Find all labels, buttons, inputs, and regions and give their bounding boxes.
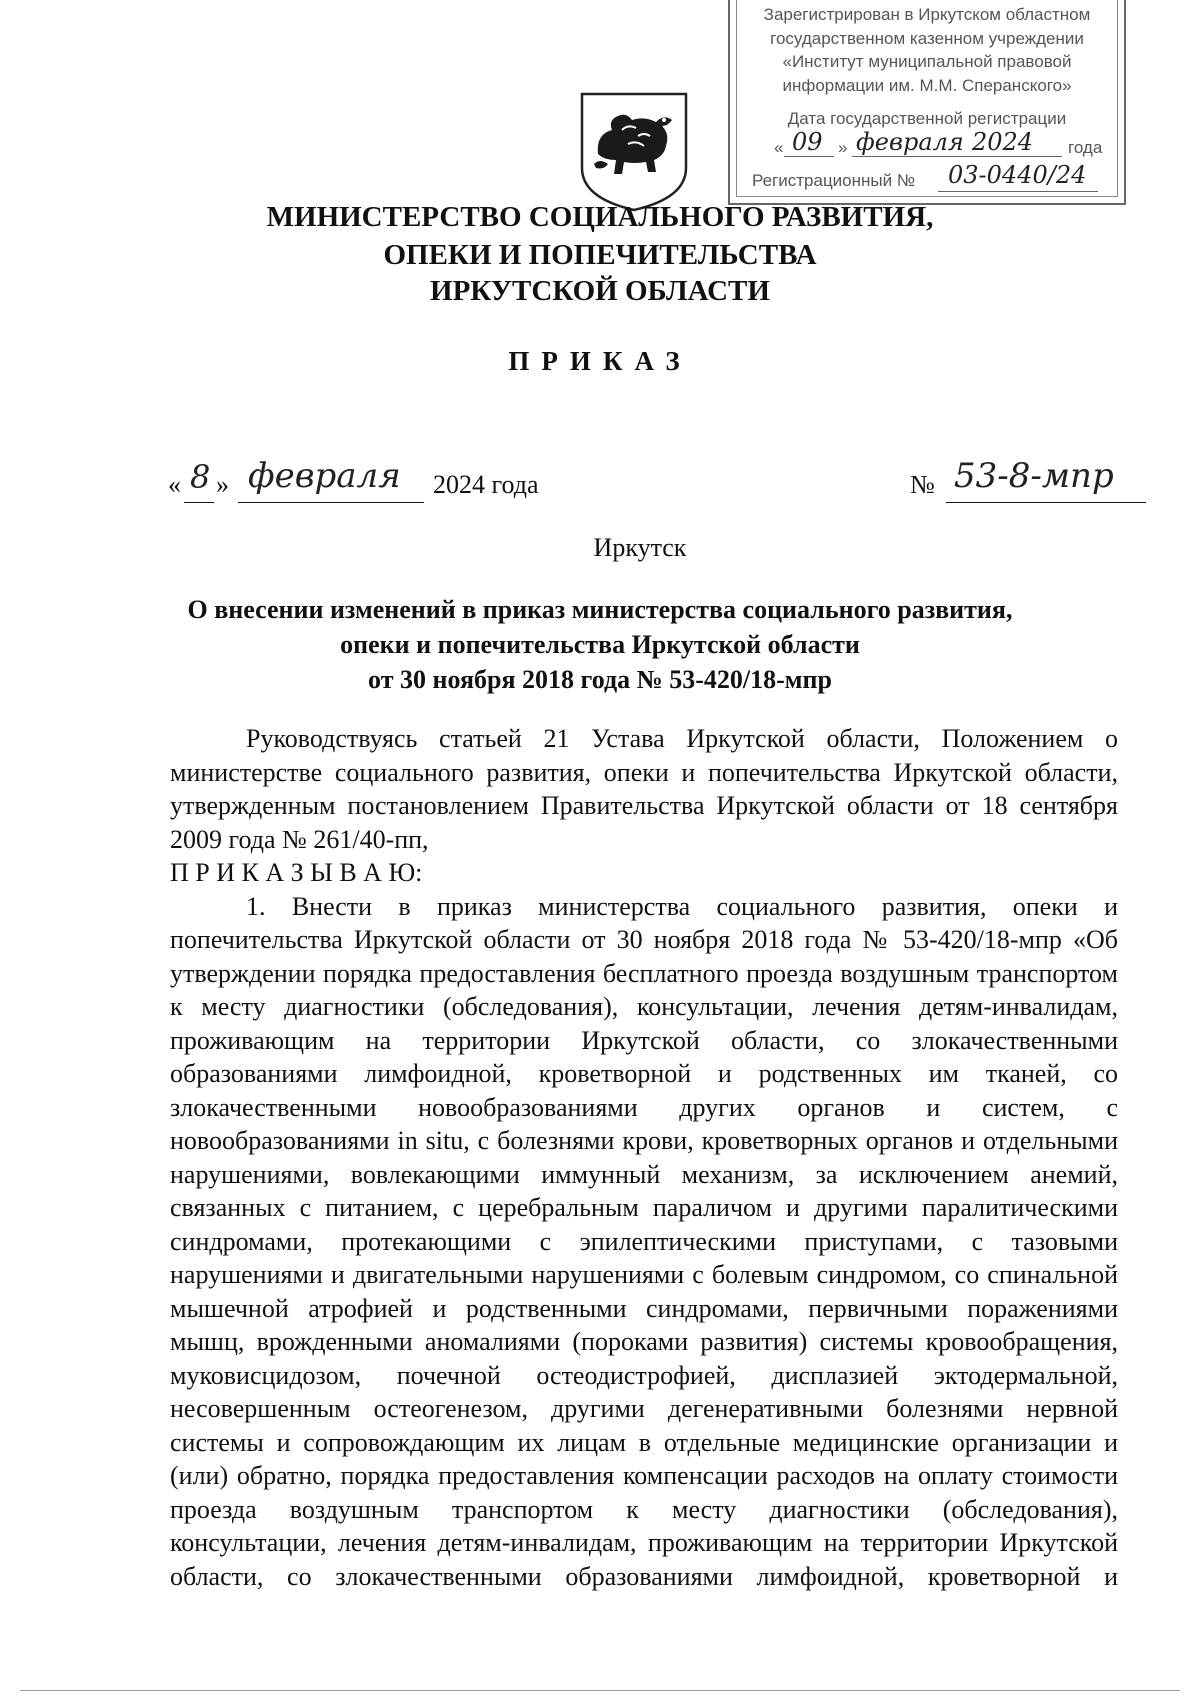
order-year: 2024 года [433, 470, 539, 499]
order-date [168, 456, 588, 502]
stamp-reg-label: Регистрационный № [752, 171, 916, 190]
ministry-heading-line-1: МИНИСТЕРСТВО СОЦИАЛЬНОГО РАЗВИТИЯ, [266, 201, 934, 233]
stamp-year: 2024 [972, 128, 1034, 156]
page-bottom-edge [20, 1690, 1180, 1691]
stamp-reg-number: 03-0440/24 [948, 161, 1087, 189]
order-month-underline [238, 470, 424, 503]
order-day-underline [184, 470, 214, 503]
stamp-date-label: Дата государственной регистрации [787, 109, 1067, 128]
item-1-paragraph: 1. Внести в приказ министерства социального развития, опеки и попечительства Иркутской области от 30 ноября 2018 года № 53-420/18-мпр «Об утверждении порядка предоставления бесплатного проезда воздушным транспортом к месту диагностики (обследования), консультации, лечения детям-инвалидам, проживающим на территории Иркутской области, со злокачественными образованиями лимфоидной, кроветворной и родственных им тканей, со злокачественными новообразованиями других органов и систем, с новообразованиями in situ, с болезнями крови, кроветворных органов и отдельными нарушениями, вовлекающими иммунный механизм, за исключением анемий, связанных с питанием, с церебральным параличом и другими паралитическими синдромами, протекающими с эпилептическими приступами, с тазовыми нарушениями и двигательными нарушениями с болевым синдромом, со спинальной мышечной атрофией и родственными синдромами, первичными поражениями мышц, врожденными аномалиями (пороками развития) системы кровообращения, муковисцидозом, почечной остеодистрофией, дисплазией эктодермальной, несовершенным остеогенезом, другими дегенеративными болезнями нервной системы и сопровождающим их лицам в отдельные медицинские организации и (или) обратно, порядка предоставления компенсации расходов на оплату стоимости проезда воздушным транспортом к месту диагностики (обследования), консультации, лечения детям-инвалидам, проживающим на территории Иркутской области, со злокачественными образованиями лимфоидной, кроветворной и [170, 891, 1118, 1591]
stamp-day-underline [784, 156, 834, 157]
stamp-day: 09 [792, 128, 823, 156]
subject-line-3: от 30 ноября 2018 года № 53-420/18-мпр [368, 665, 832, 694]
order-day: 8 [190, 458, 211, 496]
order-subject [0, 592, 1200, 697]
order-number-value: 53-8-мпр [954, 456, 1114, 496]
stamp-month: февраля [856, 128, 964, 156]
subject-line-2: опеки и попечительства Иркутской области [340, 630, 860, 659]
order-month: февраля [248, 456, 401, 496]
stamp-date-open: « [774, 138, 784, 157]
order-date-mid: » [216, 470, 229, 499]
ministry-heading-line-2: ОПЕКИ И ПОПЕЧИТЕЛЬСТВА [383, 239, 817, 271]
stamp-date-row [752, 128, 1118, 160]
coat-of-arms-icon [578, 90, 690, 212]
registration-stamp [728, 0, 1126, 205]
ministry-heading-line-3: ИРКУТСКОЙ ОБЛАСТИ [430, 275, 770, 307]
order-date-open: « [168, 470, 181, 499]
stamp-line-3: «Институт муниципальной правовой [782, 52, 1072, 71]
stamp-line-4: информации им. М.М. Сперанского» [782, 76, 1072, 95]
stamp-line-2: государственном казенном учреждении [770, 29, 1084, 48]
stamp-date-mid: » [838, 138, 848, 157]
preamble-paragraph: Руководствуясь статьей 21 Устава Иркутской области, Положением о министерстве социального развития, опеки и попечительства Иркутской области, утвержденным постановлением Правительства Иркутской области от 18 сентября 2009 года № 261/40-пп, [170, 724, 1118, 854]
order-number [910, 456, 1150, 502]
order-title: ПРИКАЗ [508, 346, 692, 376]
decree-word: П Р И К А З Ы В А Ю: [170, 858, 423, 887]
subject-line-1: О внесении изменений в приказ министерства социального развития, [187, 595, 1013, 624]
order-body [170, 722, 1118, 1593]
order-city: Иркутск [593, 533, 687, 562]
stamp-year-suffix: года [1068, 138, 1103, 157]
order-number-label: № [910, 470, 935, 499]
stamp-month-underline [852, 156, 1062, 157]
order-number-underline [946, 470, 1146, 503]
stamp-line-1: Зарегистрирован в Иркутском областном [763, 5, 1091, 24]
stamp-reg-row [752, 161, 1118, 191]
stamp-reg-underline [938, 191, 1098, 192]
